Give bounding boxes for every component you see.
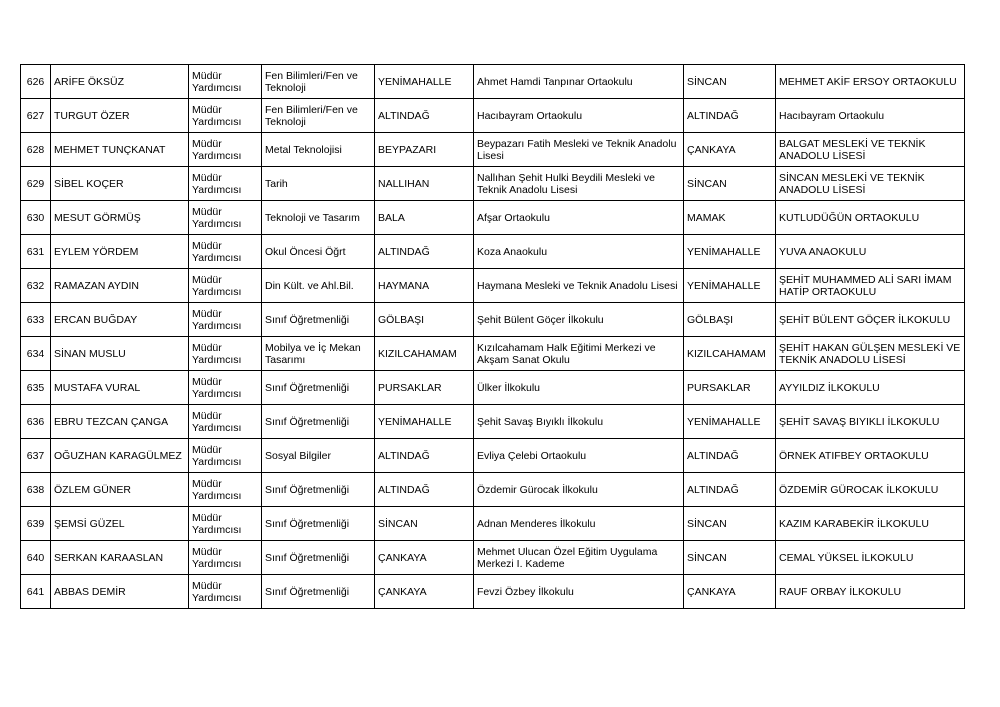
branch-cell: Din Kült. ve Ahl.Bil. (262, 269, 375, 303)
row-number: 633 (21, 303, 51, 337)
current-school-cell: Mehmet Ulucan Özel Eğitim Uygulama Merkezi I. Kademe (474, 541, 684, 575)
table-row (21, 167, 965, 201)
current-school-cell: Hacıbayram Ortaokulu (474, 99, 684, 133)
row-number: 634 (21, 337, 51, 371)
person-name: ABBAS DEMİR (51, 575, 189, 609)
table-row (21, 405, 965, 439)
current-school-cell: Özdemir Gürocak İlkokulu (474, 473, 684, 507)
table-row (21, 371, 965, 405)
current-district-cell: SİNCAN (375, 507, 474, 541)
current-district-cell: YENİMAHALLE (375, 405, 474, 439)
person-name: TURGUT ÖZER (51, 99, 189, 133)
branch-cell: Sınıf Öğretmenliği (262, 507, 375, 541)
table-row (21, 473, 965, 507)
current-district-cell: ALTINDAĞ (375, 439, 474, 473)
table-row (21, 201, 965, 235)
person-name: EYLEM YÖRDEM (51, 235, 189, 269)
branch-cell: Tarih (262, 167, 375, 201)
new-district-cell: SİNCAN (684, 167, 776, 201)
new-school-cell: KUTLUDÜĞÜN ORTAOKULU (776, 201, 965, 235)
current-school-cell: Koza Anaokulu (474, 235, 684, 269)
new-district-cell: SİNCAN (684, 507, 776, 541)
position-cell: Müdür Yardımcısı (189, 65, 262, 99)
position-cell: Müdür Yardımcısı (189, 337, 262, 371)
table-row (21, 65, 965, 99)
new-school-cell: KAZIM KARABEKİR İLKOKULU (776, 507, 965, 541)
table-row (21, 541, 965, 575)
person-name: EBRU TEZCAN ÇANGA (51, 405, 189, 439)
new-school-cell: ÖZDEMİR GÜROCAK İLKOKULU (776, 473, 965, 507)
branch-cell: Sınıf Öğretmenliği (262, 405, 375, 439)
current-district-cell: NALLIHAN (375, 167, 474, 201)
person-name: ÖZLEM GÜNER (51, 473, 189, 507)
row-number: 641 (21, 575, 51, 609)
branch-cell: Sınıf Öğretmenliği (262, 303, 375, 337)
branch-cell: Sınıf Öğretmenliği (262, 541, 375, 575)
table-row (21, 337, 965, 371)
branch-cell: Sınıf Öğretmenliği (262, 575, 375, 609)
new-district-cell: SİNCAN (684, 541, 776, 575)
position-cell: Müdür Yardımcısı (189, 473, 262, 507)
new-district-cell: MAMAK (684, 201, 776, 235)
new-school-cell: RAUF ORBAY İLKOKULU (776, 575, 965, 609)
new-district-cell: ÇANKAYA (684, 133, 776, 167)
new-school-cell: ŞEHİT MUHAMMED ALİ SARI İMAM HATİP ORTAOKULU (776, 269, 965, 303)
table-row (21, 133, 965, 167)
table-row (21, 303, 965, 337)
table-row (21, 269, 965, 303)
position-cell: Müdür Yardımcısı (189, 303, 262, 337)
new-school-cell: BALGAT MESLEKİ VE TEKNİK ANADOLU LİSESİ (776, 133, 965, 167)
position-cell: Müdür Yardımcısı (189, 99, 262, 133)
new-district-cell: PURSAKLAR (684, 371, 776, 405)
position-cell: Müdür Yardımcısı (189, 439, 262, 473)
current-district-cell: BEYPAZARI (375, 133, 474, 167)
position-cell: Müdür Yardımcısı (189, 269, 262, 303)
new-district-cell: ALTINDAĞ (684, 473, 776, 507)
row-number: 628 (21, 133, 51, 167)
table-row (21, 235, 965, 269)
branch-cell: Fen Bilimleri/Fen ve Teknoloji (262, 99, 375, 133)
new-school-cell: ÖRNEK ATIFBEY ORTAOKULU (776, 439, 965, 473)
new-school-cell: ŞEHİT BÜLENT GÖÇER İLKOKULU (776, 303, 965, 337)
new-school-cell: ŞEHİT HAKAN GÜLŞEN MESLEKİ VE TEKNİK ANADOLU LİSESİ (776, 337, 965, 371)
new-school-cell: SİNCAN MESLEKİ VE TEKNİK ANADOLU LİSESİ (776, 167, 965, 201)
current-district-cell: GÖLBAŞI (375, 303, 474, 337)
branch-cell: Sınıf Öğretmenliği (262, 473, 375, 507)
position-cell: Müdür Yardımcısı (189, 371, 262, 405)
current-district-cell: YENİMAHALLE (375, 65, 474, 99)
current-district-cell: ALTINDAĞ (375, 235, 474, 269)
current-school-cell: Şehit Savaş Bıyıklı İlkokulu (474, 405, 684, 439)
table-body (21, 65, 965, 609)
current-school-cell: Nallıhan Şehit Hulki Beydili Mesleki ve Teknik Anadolu Lisesi (474, 167, 684, 201)
person-name: ERCAN BUĞDAY (51, 303, 189, 337)
new-school-cell: MEHMET AKİF ERSOY ORTAOKULU (776, 65, 965, 99)
person-name: SİBEL KOÇER (51, 167, 189, 201)
current-district-cell: BALA (375, 201, 474, 235)
assignment-table (20, 64, 965, 609)
branch-cell: Metal Teknolojisi (262, 133, 375, 167)
row-number: 635 (21, 371, 51, 405)
table-row (21, 99, 965, 133)
row-number: 636 (21, 405, 51, 439)
position-cell: Müdür Yardımcısı (189, 235, 262, 269)
person-name: SERKAN KARAASLAN (51, 541, 189, 575)
current-district-cell: KIZILCAHAMAM (375, 337, 474, 371)
row-number: 631 (21, 235, 51, 269)
current-school-cell: Evliya Çelebi Ortaokulu (474, 439, 684, 473)
new-district-cell: ÇANKAYA (684, 575, 776, 609)
row-number: 632 (21, 269, 51, 303)
position-cell: Müdür Yardımcısı (189, 405, 262, 439)
new-school-cell: ŞEHİT SAVAŞ BIYIKLI İLKOKULU (776, 405, 965, 439)
branch-cell: Fen Bilimleri/Fen ve Teknoloji (262, 65, 375, 99)
table-row (21, 439, 965, 473)
position-cell: Müdür Yardımcısı (189, 201, 262, 235)
row-number: 630 (21, 201, 51, 235)
new-district-cell: YENİMAHALLE (684, 235, 776, 269)
current-school-cell: Beypazarı Fatih Mesleki ve Teknik Anadolu Lisesi (474, 133, 684, 167)
position-cell: Müdür Yardımcısı (189, 575, 262, 609)
current-school-cell: Haymana Mesleki ve Teknik Anadolu Lisesi (474, 269, 684, 303)
person-name: ŞEMSİ GÜZEL (51, 507, 189, 541)
branch-cell: Sınıf Öğretmenliği (262, 371, 375, 405)
current-school-cell: Afşar Ortaokulu (474, 201, 684, 235)
new-district-cell: YENİMAHALLE (684, 269, 776, 303)
current-district-cell: ÇANKAYA (375, 575, 474, 609)
person-name: RAMAZAN AYDIN (51, 269, 189, 303)
person-name: MEHMET TUNÇKANAT (51, 133, 189, 167)
new-school-cell: YUVA ANAOKULU (776, 235, 965, 269)
current-school-cell: Şehit Bülent Göçer İlkokulu (474, 303, 684, 337)
new-district-cell: SİNCAN (684, 65, 776, 99)
new-district-cell: KIZILCAHAMAM (684, 337, 776, 371)
current-school-cell: Adnan Menderes İlkokulu (474, 507, 684, 541)
branch-cell: Sosyal Bilgiler (262, 439, 375, 473)
new-school-cell: Hacıbayram Ortaokulu (776, 99, 965, 133)
position-cell: Müdür Yardımcısı (189, 541, 262, 575)
row-number: 629 (21, 167, 51, 201)
row-number: 640 (21, 541, 51, 575)
position-cell: Müdür Yardımcısı (189, 133, 262, 167)
row-number: 627 (21, 99, 51, 133)
row-number: 626 (21, 65, 51, 99)
row-number: 639 (21, 507, 51, 541)
person-name: MUSTAFA VURAL (51, 371, 189, 405)
new-school-cell: AYYILDIZ İLKOKULU (776, 371, 965, 405)
new-district-cell: YENİMAHALLE (684, 405, 776, 439)
current-school-cell: Kızılcahamam Halk Eğitimi Merkezi ve Akşam Sanat Okulu (474, 337, 684, 371)
row-number: 638 (21, 473, 51, 507)
table-row (21, 575, 965, 609)
row-number: 637 (21, 439, 51, 473)
person-name: MESUT GÖRMÜŞ (51, 201, 189, 235)
position-cell: Müdür Yardımcısı (189, 167, 262, 201)
current-school-cell: Ülker İlkokulu (474, 371, 684, 405)
current-district-cell: PURSAKLAR (375, 371, 474, 405)
current-district-cell: ÇANKAYA (375, 541, 474, 575)
current-school-cell: Ahmet Hamdi Tanpınar Ortaokulu (474, 65, 684, 99)
person-name: ARİFE ÖKSÜZ (51, 65, 189, 99)
branch-cell: Okul Öncesi Öğrt (262, 235, 375, 269)
branch-cell: Mobilya ve İç Mekan Tasarımı (262, 337, 375, 371)
new-district-cell: GÖLBAŞI (684, 303, 776, 337)
branch-cell: Teknoloji ve Tasarım (262, 201, 375, 235)
current-district-cell: ALTINDAĞ (375, 473, 474, 507)
new-district-cell: ALTINDAĞ (684, 99, 776, 133)
position-cell: Müdür Yardımcısı (189, 507, 262, 541)
person-name: OĞUZHAN KARAGÜLMEZ (51, 439, 189, 473)
new-school-cell: CEMAL YÜKSEL İLKOKULU (776, 541, 965, 575)
current-district-cell: HAYMANA (375, 269, 474, 303)
current-district-cell: ALTINDAĞ (375, 99, 474, 133)
new-district-cell: ALTINDAĞ (684, 439, 776, 473)
current-school-cell: Fevzi Özbey İlkokulu (474, 575, 684, 609)
person-name: SİNAN MUSLU (51, 337, 189, 371)
table-row (21, 507, 965, 541)
